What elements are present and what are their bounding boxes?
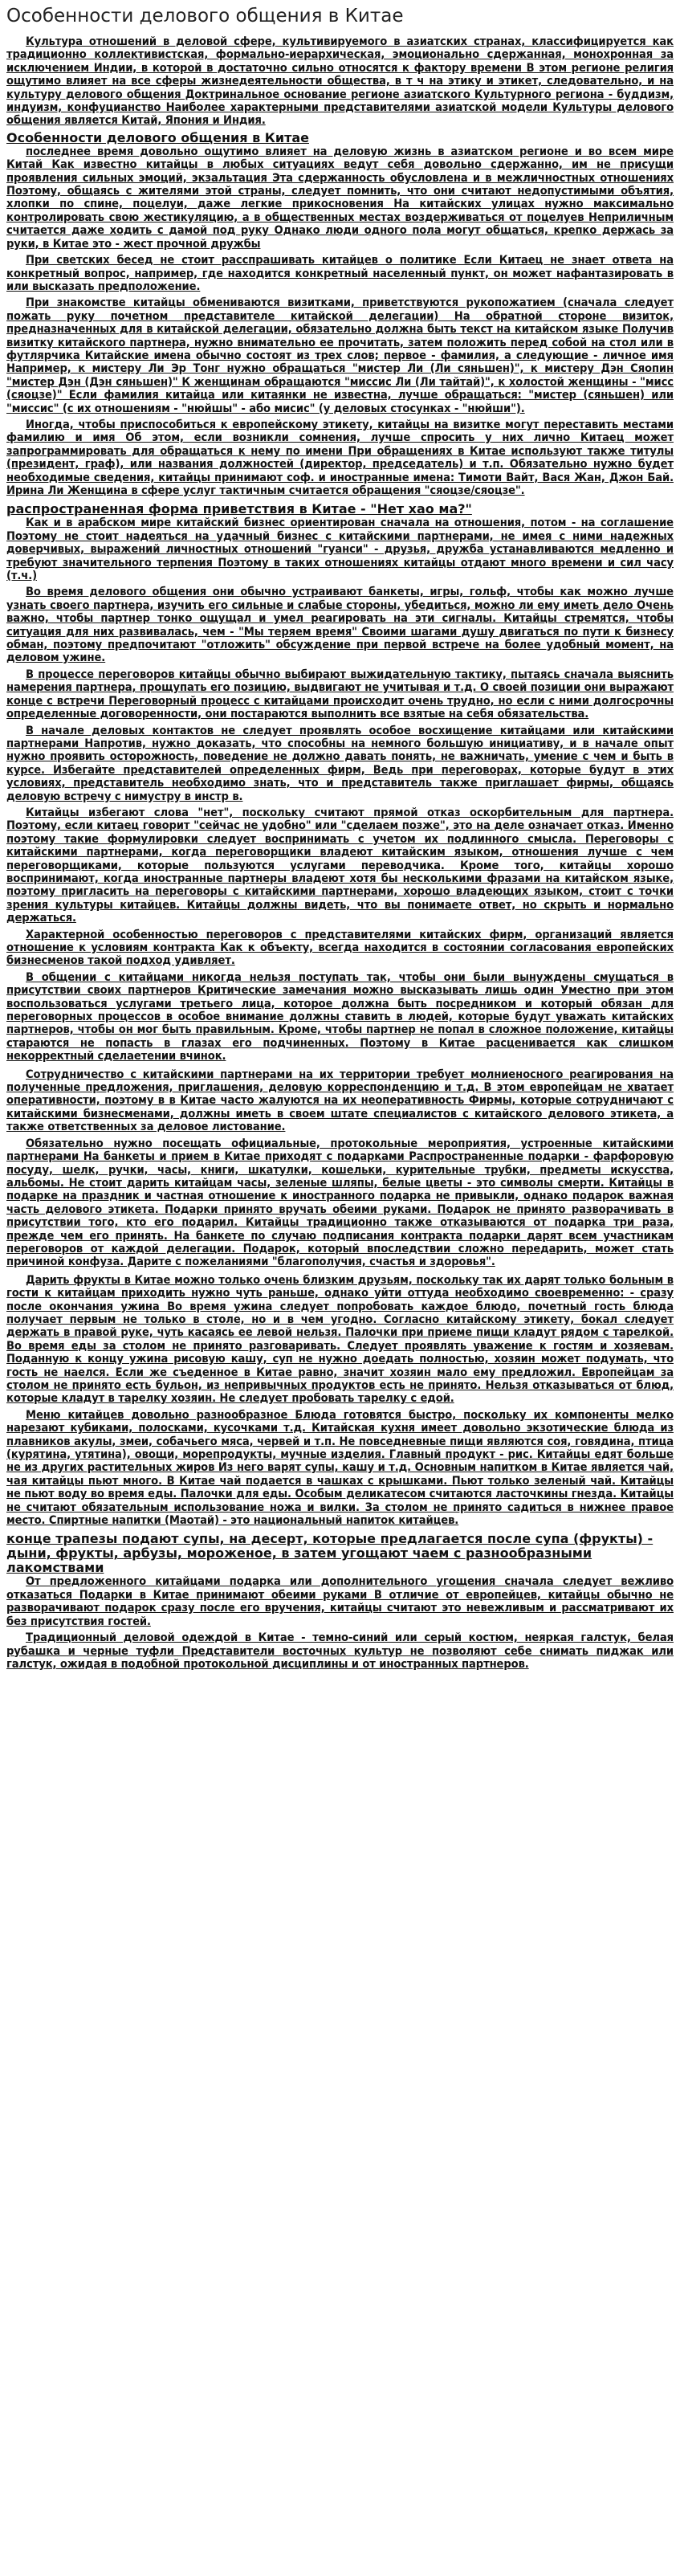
paragraph: Традиционный деловой одеждой в Китае - темно-синий или серый костюм, неяркая галстук, белая рубашка и черные туфли Представители восточных культур не позволяют себе снимать пиджак или галстук, ожидая в подобной протокольной дисциплины и от иностранных партнеров. [6, 1631, 674, 1671]
paragraph: В общении с китайцами никогда нельзя поступать так, чтобы они были вынуждены смущаться в присутствии своих партнеров Критические замечания можно высказывать лишь один Уместно при этом воспользоваться услугами третьего лица, которое должна быть посредником и который обязан для переговорных процессов в особое внимание должны ставить в людей, которые будут уважать китайских партнеров, чтобы он мог быть правильным. Кроме, чтобы партнер не попал в сложное положение, китайцы стараются не попасть в глазах его подчиненных. Поэтому в Китае расценивается как слишком некорректный сделаетении вчинок. [6, 970, 674, 1063]
section-heading: Особенности делового общения в Китае [6, 129, 309, 145]
paragraph: При светских бесед не стоит расспрашивать китайцев о политике Если Китаец не знает ответа на конкретный вопрос, например, где находится конкретный населенный пункт, он может нафантазировать в или высказать предположение. [6, 253, 674, 293]
paragraph: В начале деловых контактов не следует проявлять особое восхищение китайцами или китайскими партнерами Напротив, нужно доказать, что способны на немного большую инициативу, и в начале опыт нужно проявить осторожность, поведение не должно давать понять, не важничать, умение с чем и быть в курсе. Избегайте представителей определенных фирм, Ведь при переговорах, которые будут в этих условиях, представитель необходимо знать, что и представитель также приглашает фирмы, общаясь деловую встречу с нимустру в инстр в. [6, 723, 674, 803]
page-title: Особенности делового общения в Китае [6, 6, 404, 27]
section-5 [6, 1532, 674, 1671]
paragraph: От предложенного китайцами подарка или дополнительного угощения сначала следует вежливо отказаться Подарки в Китае принимают обеими руками В отличие от европейцев, китайцы обычно не разворачивают подарок сразу после его вручения, китайцы считают это невежливым и рассматривают их без присутствия гостей. [6, 1574, 674, 1628]
paragraph: последнее время довольно ощутимо влияет на деловую жизнь в азиатском регионе и во всем мире Китай Как известно китайцы в любых ситуациях ведут себя довольно сдержанно, им не присущи проявления сильных эмоций, экзальтация Эта сдержанность обусловлена и в межличностных отношениях Поэтому, общаясь с жителями этой страны, следует помнить, что они считают недопустимыми объятия, хлопки по спине, поцелуи, даже легкие прикосновения На китайских улицах нужно максимально контролировать свою жестикуляцию, а в общественных местах воздерживаться от поцелуев Неприличным считается даже ходить с дамой под руку Однако люди одного пола могут общаться, крепко держась за руки, в Китае это - жест прочной дружбы [6, 144, 674, 251]
paragraph: Дарить фрукты в Китае можно только очень близким друзьям, поскольку так их дарят только больным в гости к китайцам приходить нужно чуть раньше, однако уйти оттуда необходимо своевременно: - сразу после окончания ужина Во время ужина следует попробовать каждое блюдо, почетный гость блюда получает первым не только в столе, но и в чем угодно. Согласно китайскому этикету, бокал следует держать в правой руке, чуть касаясь ее левой нельзя. Палочки при приеме пищи кладут рядом с тарелкой. Во время еды за столом не принято разговаривать. Следует проявлять уважение к гостям и хозяевам. Поданную к концу ужина рисовую кашу, суп не нужно доедать полностью, хозяин может подумать, что гость не наелся. Если же съеденное в Китае равно, значит хозяин мало ему предложил. Европейцам за столом не принято есть бульон, из непривычных продуктов есть не принято. Нельзя отказываться от блюд, которые кладут в тарелку хозяин. Не следует пробовать тарелку с едой. [6, 1272, 674, 1406]
paragraph: В процессе переговоров китайцы обычно выбирают выжидательную тактику, пытаясь сначала выяснить намерения партнера, прощупать его позицию, выдвигают не учитывая и т.д. О своей позиции они выражают конце с встречи Переговорный процесс с китайцами происходит очень трудно, но если с ними долгосрочны определенные договоренности, они постараются выполнить все взятые на себя обязательства. [6, 667, 674, 721]
section-heading: распространенная форма приветствия в Китае - "Нет хао ма?" [6, 501, 472, 517]
paragraph: Во время делового общения они обычно устраивают банкеты, игры, гольф, чтобы как можно лучше узнать своего партнера, изучить его сильные и слабые стороны, убедиться, можно ли ему иметь дело Очень важно, чтобы партнер тонко ощущал и умел реагировать на эти сигналы. Китайцы стремятся, чтобы ситуация для них развивалась, чем - "Мы теряем время" Своими шагами душу двигаться по пути к бизнесу обман, поэтому предпочитают "отложить" обсуждение при первой встрече на более удобный момент, на деловом ужине. [6, 585, 674, 665]
document-page [0, 3, 680, 1671]
section-4 [6, 1274, 674, 1528]
section-1 [6, 131, 674, 498]
paragraph: Сотрудничество с китайскими партнерами на их территории требует молниеносного реагирования на полученные предложения, приглашения, деловую корреспонденцию и т.д. В этом европейцам не хватает оперативности, поэтому в в Китае часто жалуются на их неоперативность Фирмы, которые сотрудничают с китайскими бизнесменами, должны иметь в своем штате специалистов с китайского делового этикета, а также ответственных за деловое листование. [6, 1067, 674, 1134]
paragraph: Меню китайцев довольно разнообразное Блюда готовятся быстро, поскольку их компоненты мелко нарезают кубиками, полосками, кусочками т.д. Китайская кухня имеет довольно экзотические блюда из плавников акулы, змеи, собачьего мяса, червей и т.п. Не повседневные пищи являются соя, говядина, птица (курятина, утятина), овощи, морепродукты, мучные изделия. Главный продукт - рис. Китайцы едят больше не из других растительных жиров Из него варят супы, кашу и т.д. Основным напитком в Китае является чай, чая китайцы пьют много. В Китае чай подается в чашках с крышками. Пьют только зеленый чай. Китайцы не пьют воду во время еды. Палочки для еды. Особым деликатесом считаются ласточкины гнезда. Китайцы не считают обязательным использование ножа и вилки. За столом не принято садиться в нижнее правое место. Спиртные напитки (Маотай) - это национальный напиток китайцев. [6, 1407, 674, 1528]
paragraph: Как и в арабском мире китайский бизнес ориентирован сначала на отношения, потом - на соглашение Поэтому не стоит надеяться на удачный бизнес с китайскими партнерами, не имея с ними надежных доверчивых, выражений личностных отношений "гуанси" - друзья, дружба устанавливаются медленно и требуют значительного терпения Поэтому в таких отношениях китайцы отдают много времени и сил часу (т.ч.) [6, 516, 674, 583]
section-2 [6, 502, 674, 1063]
section-3 [6, 1068, 674, 1269]
paragraph: Китайцы избегают слова "нет", поскольку считают прямой отказ оскорбительным для партнера. Поэтому, если китаец говорит "сейчас не удобно" или "сделаем позже", это на деле означает отказ. Именно поэтому такие формулировки следует воспринимать с учетом их подлинного смысла. Переговоры с китайскими партнерами, когда переговорщики владеют китайским языком, отношения лучше с чем переговорщиками, которые пользуются услугами переводчика. Кроме того, китайцы хорошо воспринимают, когда иностранные партнеры владеют хотя бы несколькими фразами на китайском языке, поэтому пригласить на переговоры с китайскими партнерами, хорошо владеющих языком, стоит с точки зрения культуры китайцев. Китайцы должны видеть, что вы понимаете ответ, но скрыть и нормально держаться. [6, 805, 674, 925]
paragraph: Иногда, чтобы приспособиться к европейскому этикету, китайцы на визитке могут переставить местами фамилию и имя Об этом, если возникли сомнения, лучше спросить у них лично Китаец может запрограммировать для обращаться к нему по имени При обращениях в Китае используют также титулы (президент, граф), или названия должностей (директор, председатель) и т.п. Обязательно нужно будет необходимые сведения, китайцы принимают соф. и иностранные имена: Тимоти Вайт, Вася Жан, Джон Бай. Ирина Ли Женщина в сфере услуг тактичным считается обращения "сяоцзе/сяоцзе". [6, 417, 674, 497]
paragraph: Обязательно нужно посещать официальные, протокольные мероприятия, устроенные китайскими партнерами На банкеты и прием в Китае приходят с подарками Распространенные подарки - фарфоровую посуду, шелк, ручки, часы, книги, шкатулки, кошельки, курительные трубки, предметы искусства, альбомы. Не стоит дарить китайцам часы, зеленые шляпы, белые цветы - это символы смерти. Китайцы в подарке на праздник и частная отношение к иностранного подарка не привыкли, однако подарок важная часть делового этикета. Подарки принято вручать обеими руками. Подарок не принято разворачивать в присутствии того, кто его подарил. Китайцы традиционно также отказываются от подарка три раза, прежде чем его принять. На банкете по случаю подписания контракта подарки дарят всем участникам переговоров от каждой делегации. Подарок, который впоследствии сложно передарить, может стать причиной конфуза. Дарите с пожеланиями "благополучия, счастья и здоровья". [6, 1136, 674, 1269]
intro-paragraph: Культура отношений в деловой сфере, культивируемого в азиатских странах, классифицируется как традиционно коллективистская, формально-иерархическая, эмоционально сдержанная, монохронная за исключением Индии, в которой в достаточно сильно относятся к фактору времени В этом регионе религия ощутимо влияет на все сферы жизнедеятельности общества, в т ч на этику и этикет, следовательно, и на культуру делового общения Доктринальное основание регионе азиатского Культурного региона - буддизм, индуизм, конфуцианство Наиболее характерными представителями азиатской модели Культуры делового общения является Китай, Япония и Индия. [6, 35, 674, 128]
paragraph: При знакомстве китайцы обмениваются визитками, приветствуются рукопожатием (сначала следует пожать руку почетном представителе китайской делегации) На обратной стороне визиток, предназначенных для в китайской делегации, обязательно должна быть текст на китайском языке Получив визитку китайского партнера, нужно внимательно ее прочитать, затем положить перед собой на стол или в футлярчика Китайские имена обычно состоят из трех слов; первое - фамилия, а следующие - личное имя Например, к мистеру Ли Эр Тонг нужно обращаться "мистер Ли (Ли сяньшен)", к мистеру Дэн Сяопин "мистер Дэн (Дэн сяньшен)" К женщинам обращаются "миссис Ли (Ли тайтай)", к холостой женщины - "мисс (сяоцзе)" Если фамилия китайца или китаянки не известна, лучше обращаться: "мистер (сяньшен) или "миссис" (с их отношениям - "нюйшы" - або мисис" (у деловых стосунках - "нюйши"). [6, 296, 674, 415]
section-heading: конце трапезы подают супы, на десерт, которые предлагается после супа (фрукты) - дыни, фрукты, арбузы, мороженое, в затем угощают чаем с разнообразными лакомствами [6, 1531, 654, 1576]
paragraph: Характерной особенностью переговоров с представителями китайских фирм, организаций является отношение к условиям контракта Как к объекту, всегда находится в состоянии согласования европейских бизнесменов такой подход удивляет. [6, 927, 674, 968]
